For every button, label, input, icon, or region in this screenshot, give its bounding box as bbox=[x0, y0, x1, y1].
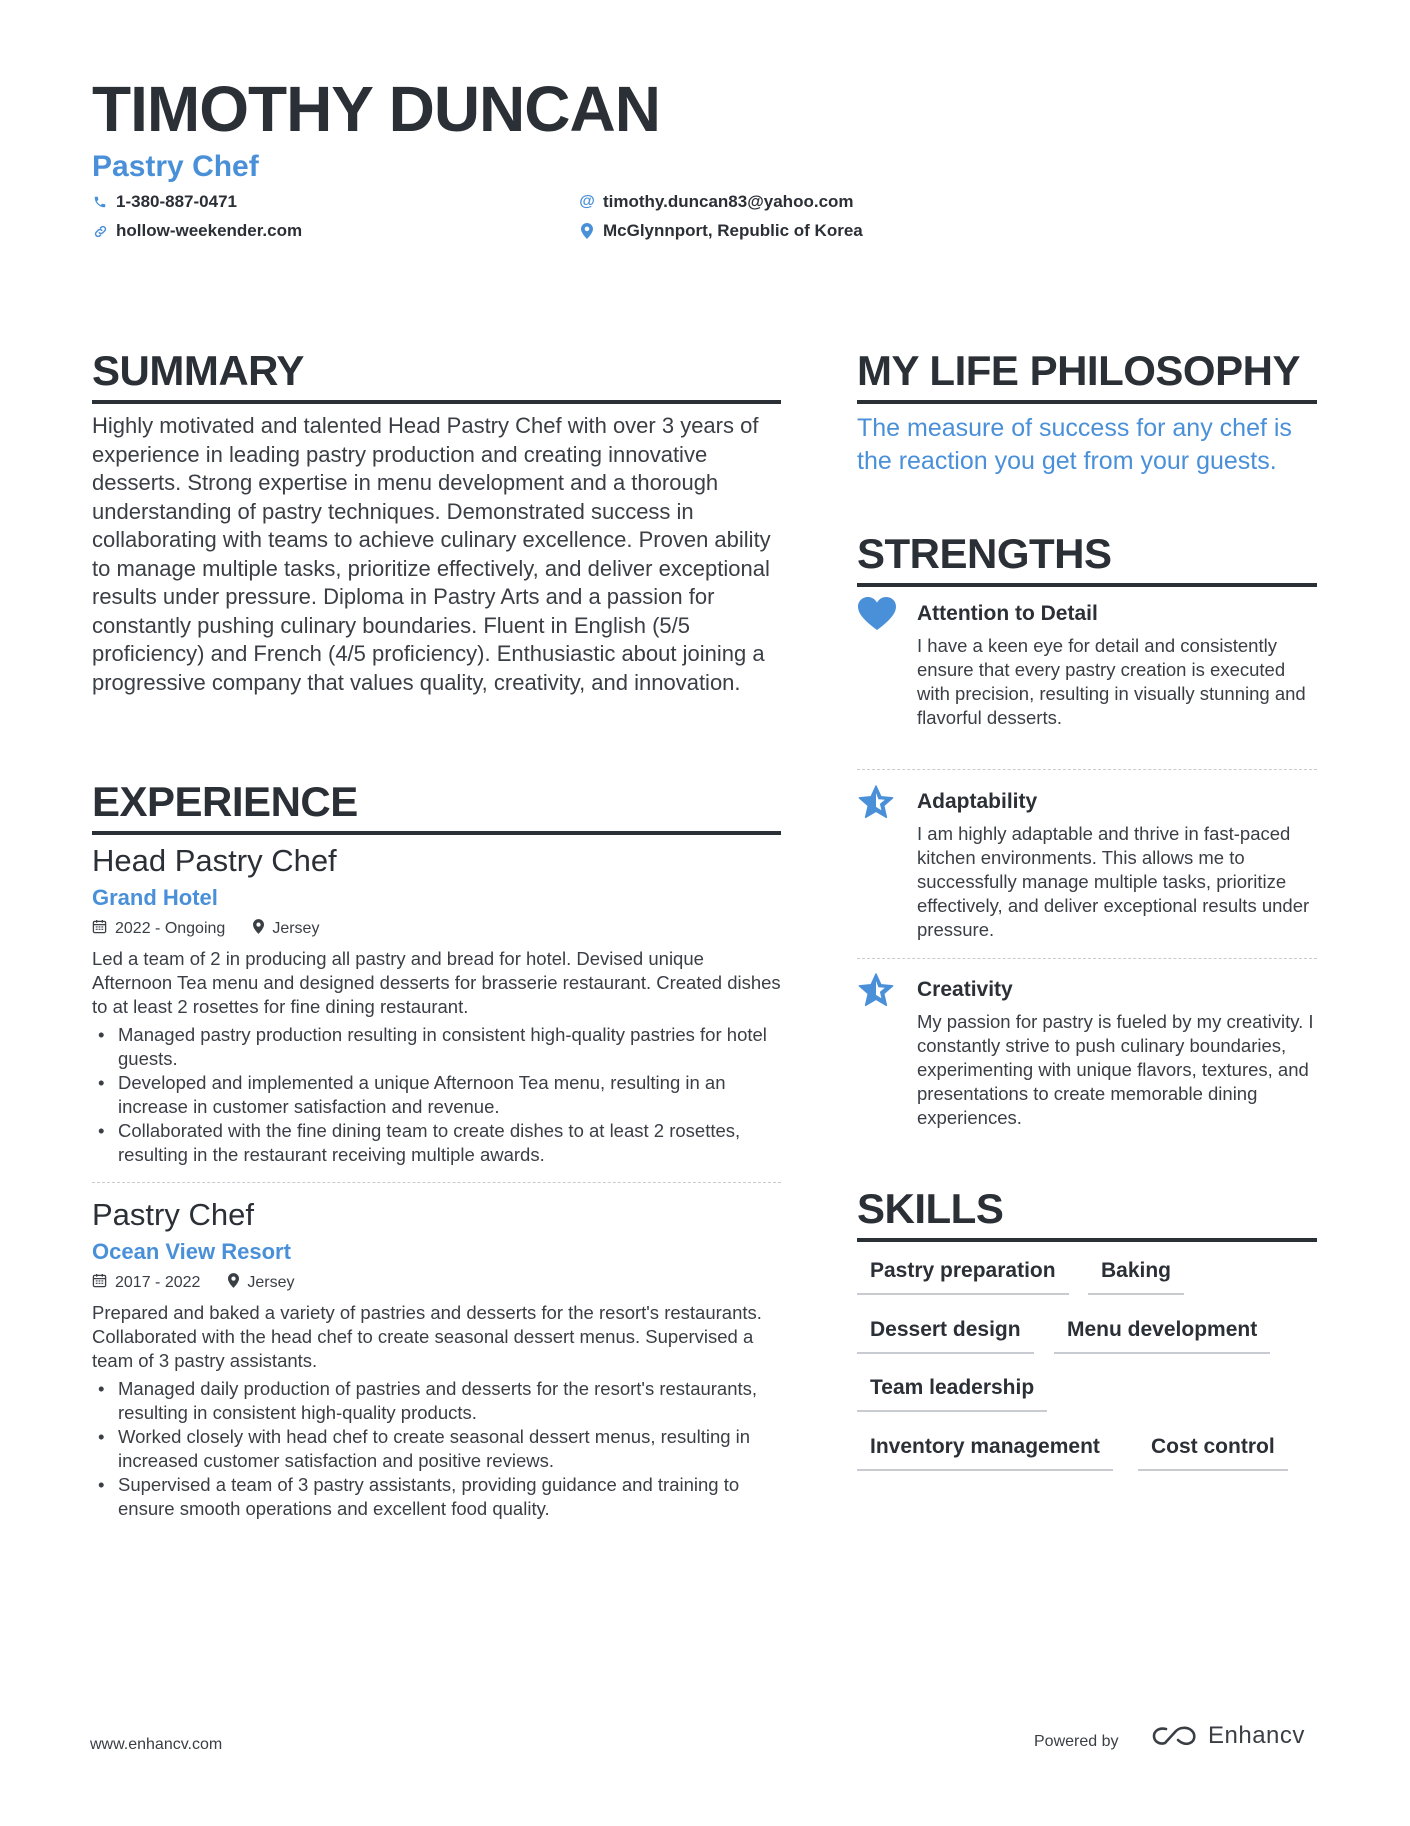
calendar-icon bbox=[92, 919, 107, 939]
heart-icon bbox=[857, 596, 897, 636]
strength-divider bbox=[857, 958, 1317, 959]
list-item: • Collaborated with the fine dining team to create dishes to at least 2 rosettes, resulting in the restaurant receiving multiple awards. bbox=[92, 1119, 782, 1167]
contact-phone bbox=[92, 192, 237, 212]
contact-website bbox=[92, 221, 302, 241]
star-icon bbox=[857, 784, 897, 824]
candidate-role: Pastry Chef bbox=[92, 150, 259, 183]
job-company: Ocean View Resort bbox=[92, 1239, 291, 1265]
summary-text: Highly motivated and talented Head Pastry Chef with over 3 years of experience in leading pastry production and creating innovative desserts. Strong expertise in menu development and a thorough understanding of pastry techniques. Demonstrated success in collaborating with teams to achieve culinary excellence. Proven ability to manage multiple tasks, prioritize effectively, and deliver exceptional results under pressure. Diploma in Pastry Arts and a passion for constantly pushing culinary boundaries. Fluent in English (5/5 proficiency) and French (4/5 proficiency). Enthusiastic about joining a progressive company that values quality, creativity, and innovation. bbox=[92, 413, 771, 695]
calendar-icon bbox=[92, 1273, 107, 1293]
strength-item-1 bbox=[857, 596, 1317, 730]
job-description: Prepared and baked a variety of pastries and desserts for the resort's restaurants. Collaborated with the head chef to create seasonal dessert menus. Supervised a team of 3 pastry assistants. bbox=[92, 1302, 762, 1372]
experience-heading: EXPERIENCE bbox=[92, 781, 781, 835]
enhancv-logo-icon bbox=[1152, 1724, 1198, 1748]
at-icon: @ bbox=[579, 193, 595, 210]
skill-tag: Menu development bbox=[1054, 1318, 1270, 1354]
philosophy-quote: The measure of success for any chef is the reaction you get from your guests. bbox=[857, 414, 1292, 475]
job-location: Jersey bbox=[228, 1273, 294, 1293]
strength-description: My passion for pastry is fueled by my creativity. I constantly strive to push culinary boundaries, experimenting with unique flavors, textures, and presentations to create memorable dining experiences. bbox=[917, 1011, 1314, 1128]
map-pin-icon bbox=[228, 1273, 239, 1293]
strength-description: I have a keen eye for detail and consistently ensure that every pastry creation is executed with precision, resulting in visually stunning and flavorful desserts. bbox=[917, 635, 1306, 728]
map-pin-icon bbox=[579, 223, 595, 239]
footer-website[interactable]: www.enhancv.com bbox=[90, 1736, 223, 1753]
website-text[interactable]: hollow-weekender.com bbox=[116, 221, 303, 240]
list-item: • Developed and implemented a unique Afternoon Tea menu, resulting in an increase in customer satisfaction and revenue. bbox=[92, 1071, 782, 1119]
strength-description: I am highly adaptable and thrive in fast-paced kitchen environments. This allows me to successfully manage multiple tasks, prioritize effectively, and deliver exceptional results under pressure. bbox=[917, 823, 1310, 940]
contact-location bbox=[579, 221, 863, 241]
email-text[interactable]: timothy.duncan83@yahoo.com bbox=[603, 192, 854, 211]
philosophy-heading: MY LIFE PHILOSOPHY bbox=[857, 350, 1317, 404]
skills-heading: SKILLS bbox=[857, 1188, 1317, 1242]
job-company: Grand Hotel bbox=[92, 885, 218, 911]
job-bullets bbox=[92, 1023, 782, 1167]
job-meta bbox=[92, 1273, 782, 1293]
strength-title: Creativity bbox=[917, 978, 1013, 1001]
job-meta bbox=[92, 919, 782, 939]
job-dates: 2022 - Ongoing bbox=[92, 919, 225, 939]
strength-title: Adaptability bbox=[917, 790, 1038, 813]
star-icon bbox=[857, 972, 897, 1012]
strength-item-2 bbox=[857, 784, 1317, 942]
strength-title: Attention to Detail bbox=[917, 602, 1098, 625]
job-location: Jersey bbox=[253, 919, 319, 939]
link-icon bbox=[92, 223, 108, 239]
skill-tag: Pastry preparation bbox=[857, 1259, 1069, 1295]
list-item: • Managed pastry production resulting in consistent high-quality pastries for hotel guests. bbox=[92, 1023, 782, 1071]
skill-tag: Baking bbox=[1088, 1259, 1184, 1295]
skill-tag: Dessert design bbox=[857, 1318, 1034, 1354]
list-item: • Worked closely with head chef to create seasonal dessert menus, resulting in increased customer satisfaction and positive reviews. bbox=[92, 1425, 782, 1473]
summary-heading: SUMMARY bbox=[92, 350, 781, 404]
footer-powered-by: Powered by bbox=[1034, 1733, 1119, 1750]
skill-tag: Cost control bbox=[1138, 1435, 1288, 1471]
skill-tag: Team leadership bbox=[857, 1376, 1047, 1412]
job-bullets bbox=[92, 1377, 782, 1521]
phone-icon bbox=[92, 194, 108, 210]
job-title: Pastry Chef bbox=[92, 1197, 254, 1232]
job-entry-2 bbox=[92, 1196, 782, 1521]
enhancv-logo-text: Enhancv bbox=[1208, 1722, 1305, 1749]
job-description: Led a team of 2 in producing all pastry and bread for hotel. Devised unique Afternoon Tea menu and designed desserts for brasserie restaurant. Created dishes to at least 2 rosettes for fine dining restaurant. bbox=[92, 948, 781, 1018]
skill-tag: Inventory management bbox=[857, 1435, 1113, 1471]
strength-item-3 bbox=[857, 972, 1317, 1130]
job-title: Head Pastry Chef bbox=[92, 843, 337, 878]
strength-divider bbox=[857, 769, 1317, 770]
location-text: McGlynnport, Republic of Korea bbox=[603, 221, 863, 240]
strengths-heading: STRENGTHS bbox=[857, 533, 1317, 587]
contact-email bbox=[579, 192, 854, 212]
job-entry-1 bbox=[92, 842, 782, 1167]
job-dates: 2017 - 2022 bbox=[92, 1273, 200, 1293]
job-divider bbox=[92, 1182, 781, 1183]
phone-text[interactable]: 1-380-887-0471 bbox=[116, 192, 237, 211]
list-item: • Managed daily production of pastries and desserts for the resort's restaurants, resulting in consistent high-quality products. bbox=[92, 1377, 782, 1425]
list-item: • Supervised a team of 3 pastry assistants, providing guidance and training to ensure smooth operations and excellent food quality. bbox=[92, 1473, 782, 1521]
map-pin-icon bbox=[253, 919, 264, 939]
candidate-name: TIMOTHY DUNCAN bbox=[92, 73, 660, 145]
enhancv-logo[interactable] bbox=[1152, 1722, 1305, 1750]
